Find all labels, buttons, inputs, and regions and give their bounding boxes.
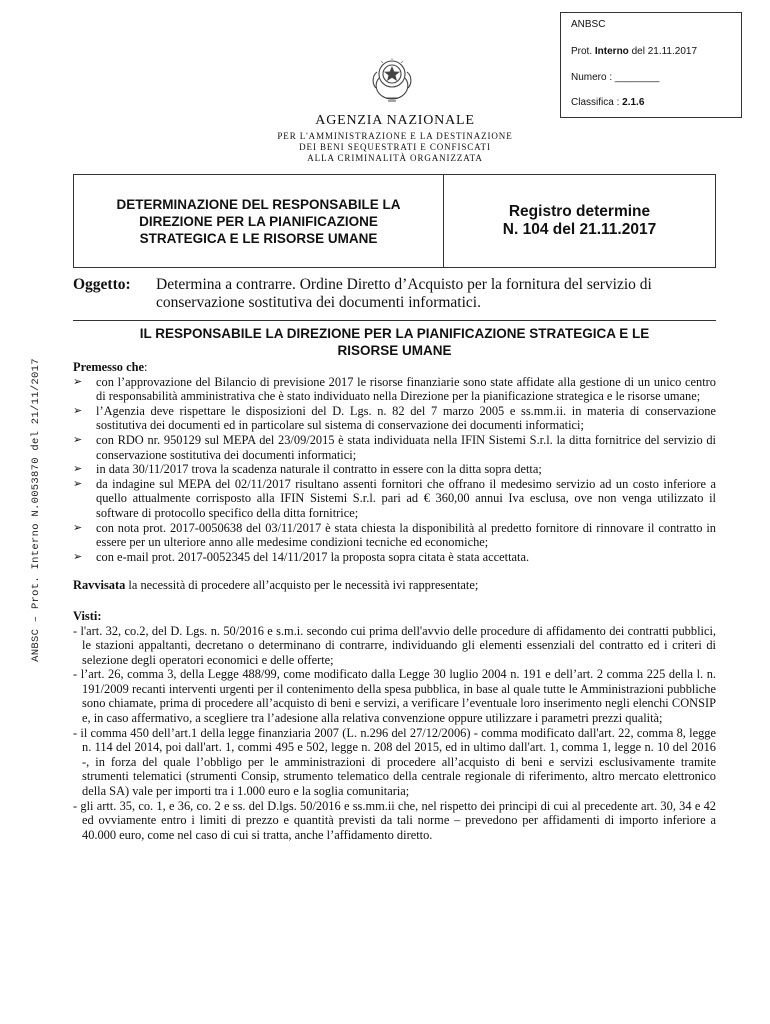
arrow-bullet-icon: ➢ [73, 550, 83, 563]
protocol-agency: ANBSC [571, 19, 606, 30]
protocol-interno: Interno [594, 46, 629, 57]
heading-line: RISORSE UMANE [337, 343, 452, 358]
classifica-label: Classifica : [571, 97, 620, 108]
arrow-bullet-icon: ➢ [73, 521, 83, 534]
list-item [73, 433, 716, 462]
protocol-prefix: Prot. [571, 46, 593, 57]
premesso-list [73, 375, 716, 565]
protocol-number-line [571, 46, 697, 57]
list-item: - gli artt. 35, co. 1, e 36, co. 2 e ss. del D.lgs. 50/2016 e ss.mm.ii che, nel rispetto dei principi di cui al precedente art. 30, 34 e 42 ed ovviamente entro i limiti di prezzo e quantità previsti da tali norme – prevedono per affidamenti di importo inferiore a 40.000 euro, come nel caso di cui si tratta, anche l’affidamento diretto. [73, 798, 716, 842]
register-number [444, 175, 715, 267]
heading-line: IL RESPONSABILE LA DIREZIONE PER LA PIANIFICAZIONE STRATEGICA E LE [139, 326, 650, 341]
title-box [73, 174, 716, 268]
list-item: - l'art. 32, co.2, del D. Lgs. n. 50/2016 e s.m.i. secondo cui prima dell'avvio delle procedure di affidamento dei contratti pubblici, le stazioni appaltanti, decretano o determinano di contrarre, individuando gli elementi essenziali del contratto ed i criteri di selezione degli operatori economici e delle offerte; [73, 623, 716, 667]
subject-section [73, 276, 718, 312]
list-item-text: da indagine sul MEPA del 02/11/2017 risultano assenti fornitori che offrano il medesimo servizio ad un costo inferiore a quello attualmente corrisposto alla IFIN Sistemi S.r.l. pari ad € 360,00 annui Iva esclusa, ove non venga utilizzato il software di protocollo specifico della ditta fornitrice; [96, 476, 716, 520]
document-body [73, 360, 716, 842]
ravvisata-text: la necessità di procedere all’acquisto per le necessità ivi rappresentate; [125, 578, 479, 593]
list-item-text: l’Agenzia deve rispettare le disposizioni del D. Lgs. n. 82 del 7 marzo 2005 e ss.mm.ii. in materia di conservazione sostitutiva dei documenti ed in particolare sul sistema di conservazione dei documenti informatici; [96, 403, 716, 433]
premesso-label: Premesso che [73, 360, 144, 374]
protocol-date: del 21.11.2017 [631, 46, 698, 57]
determination-title-line: STRATEGICA E LE RISORSE UMANE [139, 230, 378, 246]
agency-sub-line: DEI BENI SEQUESTRATI E CONFISCATI [299, 142, 491, 152]
agency-sub-line: PER L'AMMINISTRAZIONE E LA DESTINAZIONE [277, 131, 513, 141]
ravvisata-label: Ravvisata [73, 578, 126, 593]
visti-heading [73, 609, 716, 624]
arrow-bullet-icon: ➢ [73, 433, 83, 446]
list-item [73, 521, 716, 550]
visti-label: Visti: [73, 608, 102, 623]
register-line: N. 104 del 21.11.2017 [502, 221, 657, 238]
agency-sub-line: ALLA CRIMINALITÀ ORGANIZZATA [307, 153, 483, 163]
subject-label: Oggetto: [73, 276, 131, 293]
list-item [73, 462, 716, 477]
list-item-text: in data 30/11/2017 trova la scadenza naturale il contratto in essere con la ditta sopra detta; [96, 462, 542, 477]
list-item [73, 550, 716, 565]
list-item-text: con RDO nr. 950129 sul MEPA del 23/09/2015 è stata individuata nella IFIN Sistemi S.r.l. la ditta fornitrice del servizio di conservazione sostitutiva dei documenti informatici; [96, 432, 716, 462]
agency-name: AGENZIA NAZIONALE [315, 113, 475, 128]
premesso-heading [73, 360, 716, 375]
arrow-bullet-icon: ➢ [73, 463, 83, 476]
list-item [73, 404, 716, 433]
italian-republic-emblem-icon [368, 50, 416, 104]
determination-title [74, 175, 444, 267]
premesso-colon: : [144, 360, 148, 374]
register-line: Registro determine [508, 203, 651, 220]
list-item-text: con nota prot. 2017-0050638 del 03/11/2017 è stata chiesta la disponibilità al predetto fornitore di rinnovare il contratto in essere per un ulteriore anno alle medesime condizioni tecniche ed economiche; [96, 520, 716, 550]
list-item: - il comma 450 dell’art.1 della legge finanziaria 2007 (L. n.296 del 27/12/2006) - comma modificato dall'art. 22, comma 8, legge n. 114 del 2014, poi dall'art. 1, commi 495 e 502, legge n. 208 del 2015, ed in ultimo dall'art. 1, comma 1, legge n. 10 del 2016 -, in forza del quale l’obbligo per le amministrazioni di procedere all’acquisto di beni e servizi esclusivamente tramite strumenti telematici (strumenti Consip, strumento telematico della centrale regionale di riferimento, altro mercato elettronico della SA) vale per importi tra i 1.000 euro e la soglia comunitaria; [73, 725, 716, 799]
list-item [73, 375, 716, 404]
list-item: - l’art. 26, comma 3, della Legge 488/99, come modificato dalla Legge 30 luglio 2004 n. 191 e dell’art. 2 comma 225 della l. n. 191/2009 recanti interventi urgenti per il contenimento della spesa pubblica, in base al quale tutte le Amministrazioni pubbliche sono chiamate, prima di procedere all’acquisto di beni e servizi, a verificare l’eventuale loro inserimento negli elenchi CONSIP e, in caso affermativo, a scegliere tra l’adesione alla relativa convenzione oppure utilizzare i parametri prezzi qualità; [73, 667, 716, 726]
protocol-classifica [571, 97, 644, 108]
arrow-bullet-icon: ➢ [73, 375, 83, 388]
list-item [73, 477, 716, 521]
classifica-value: 2.1.6 [622, 97, 645, 108]
list-item-text: con l’approvazione del Bilancio di previsione 2017 le risorse finanziarie sono state affidate alla gestione di un unico centro di responsabilità amministrativa che è stato individuato nella Direzione per la pianificazione strategica e le risorse umane; [96, 374, 716, 404]
side-protocol-stamp: ANBSC – Prot. Interno N.0053870 del 21/11/2017 [30, 358, 42, 662]
section-heading [73, 325, 716, 359]
protocol-box [560, 12, 742, 118]
arrow-bullet-icon: ➢ [73, 404, 83, 417]
determination-title-line: DETERMINAZIONE DEL RESPONSABILE LA [116, 196, 401, 212]
agency-subtitle [240, 131, 550, 164]
protocol-numero: Numero : ________ [571, 72, 660, 83]
divider [73, 320, 716, 321]
arrow-bullet-icon: ➢ [73, 477, 83, 490]
list-item-text: con e-mail prot. 2017-0052345 del 14/11/2017 la proposta sopra citata è stata accettata. [96, 549, 530, 564]
subject-text: Determina a contrarre. Ordine Diretto d’Acquisto per la fornitura del servizio di conservazione sostitutiva dei documenti informatici. [156, 276, 652, 311]
ravvisata-paragraph [73, 578, 716, 593]
determination-title-line: DIREZIONE PER LA PIANIFICAZIONE [139, 213, 378, 229]
